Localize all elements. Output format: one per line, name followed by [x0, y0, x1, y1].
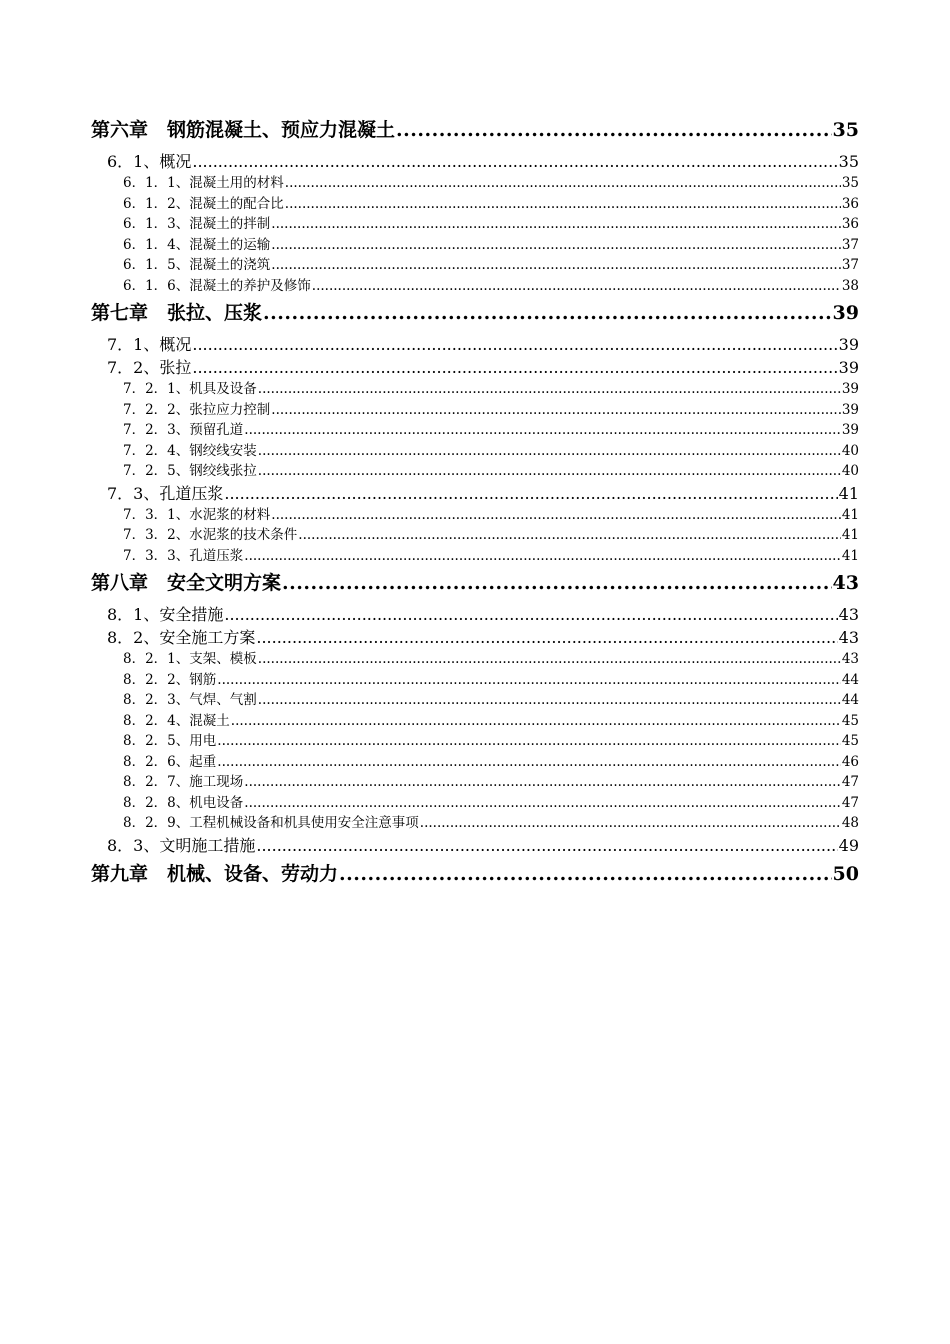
toc-dot-leader [271, 214, 841, 235]
toc-dot-leader [282, 570, 832, 597]
toc-dot-leader [244, 420, 841, 441]
toc-entry-title: 第六章 钢筋混凝土、预应力混凝土 [91, 119, 396, 141]
toc-dot-leader [271, 255, 841, 276]
toc-page-number: 48 [841, 815, 859, 831]
toc-dot-leader [298, 525, 841, 546]
toc-subsection-entry[interactable] [91, 505, 859, 526]
toc-page-number: 43 [838, 605, 859, 624]
toc-page-number: 40 [841, 442, 859, 459]
toc-page-number: 41 [841, 527, 859, 543]
toc-entry-title: 8．2．1、支架、模板 [123, 651, 257, 667]
toc-subsection-entry[interactable] [91, 546, 859, 567]
toc-entry-title: 7．2．2、张拉应力控制 [123, 401, 271, 418]
toc-entry-title: 7．3、孔道压浆 [107, 483, 224, 503]
toc-dot-leader [192, 333, 837, 356]
toc-page-number: 43 [838, 628, 859, 647]
toc-subsection-entry[interactable] [91, 793, 859, 814]
toc-entry-title: 7．3．3、孔道压浆 [123, 547, 244, 564]
toc-page-number: 36 [841, 216, 859, 232]
toc-page-number: 39 [841, 381, 859, 397]
toc-subsection-entry[interactable] [91, 772, 859, 793]
toc-page-number: 43 [832, 572, 859, 594]
toc-page-number: 39 [841, 422, 859, 438]
toc-dot-leader [256, 834, 837, 857]
toc-entry-title: 6．1．1、混凝土用的材料 [123, 175, 284, 191]
toc-section-entry[interactable] [91, 356, 859, 379]
toc-page-number: 41 [841, 547, 859, 564]
toc-dot-leader [339, 861, 832, 888]
toc-page-number: 50 [832, 862, 859, 885]
toc-dot-leader [285, 194, 841, 215]
toc-subsection-entry[interactable] [91, 214, 859, 235]
toc-page-number: 45 [841, 733, 859, 749]
toc-dot-leader [396, 117, 832, 144]
toc-section-entry[interactable] [91, 150, 859, 173]
toc-subsection-entry[interactable] [91, 420, 859, 441]
toc-entry-title: 8．2．9、工程机械设备和机具使用安全注意事项 [123, 815, 419, 831]
toc-subsection-entry[interactable] [91, 400, 859, 421]
toc-page-number: 47 [841, 774, 859, 790]
toc-dot-leader [258, 461, 841, 482]
toc-subsection-entry[interactable] [91, 276, 859, 297]
toc-entry-title: 8．3、文明施工措施 [107, 835, 256, 855]
toc-entry-title: 6．1、概况 [107, 152, 192, 171]
toc-chapter-entry[interactable] [91, 861, 859, 888]
toc-entry-title: 7．2、张拉 [107, 358, 192, 377]
toc-page-number: 39 [841, 401, 859, 418]
toc-page-number: 41 [841, 506, 859, 523]
toc-page-number: 49 [838, 835, 859, 855]
toc-page-number: 37 [841, 236, 859, 253]
toc-section-entry[interactable] [91, 482, 859, 505]
toc-entry-title: 7．1、概况 [107, 335, 192, 354]
toc-page-number: 41 [838, 483, 859, 503]
toc-page-number: 35 [838, 152, 859, 171]
toc-page-number: 44 [841, 671, 859, 688]
toc-page-number: 46 [841, 753, 859, 770]
toc-page-number: 39 [832, 302, 859, 324]
toc-entry-title: 6．1．3、混凝土的拌制 [123, 216, 271, 232]
toc-entry-title: 6．1．5、混凝土的浇筑 [123, 257, 271, 273]
table-of-contents [91, 113, 859, 894]
toc-entry-title: 第八章 安全文明方案 [91, 572, 282, 594]
toc-dot-leader [256, 626, 837, 649]
toc-section-entry[interactable] [91, 626, 859, 649]
toc-page-number: 47 [841, 794, 859, 811]
toc-entry-title: 8．1、安全措施 [107, 605, 224, 624]
toc-dot-leader [217, 670, 841, 691]
toc-entry-title: 8．2．5、用电 [123, 733, 217, 749]
toc-dot-leader [258, 441, 841, 462]
toc-entry-title: 6．1．6、混凝土的养护及修饰 [123, 277, 311, 294]
toc-entry-title: 6．1．2、混凝土的配合比 [123, 195, 284, 212]
toc-entry-title: 8．2．7、施工现场 [123, 774, 244, 790]
toc-entry-title: 8．2．6、起重 [123, 753, 217, 770]
toc-dot-leader [217, 731, 841, 752]
toc-page-number: 35 [841, 175, 859, 191]
toc-section-entry[interactable] [91, 333, 859, 356]
toc-page-number: 39 [838, 335, 859, 354]
toc-subsection-entry[interactable] [91, 649, 859, 670]
toc-page-number: 36 [841, 195, 859, 212]
toc-dot-leader [271, 400, 841, 421]
toc-page-number: 35 [832, 119, 859, 141]
toc-entry-title: 7．3．2、水泥浆的技术条件 [123, 527, 298, 543]
toc-entry-title: 7．2．5、钢绞线张拉 [123, 463, 257, 479]
toc-entry-title: 7．2．1、机具及设备 [123, 381, 257, 397]
toc-dot-leader [244, 793, 841, 814]
toc-chapter-entry[interactable] [91, 570, 859, 597]
toc-subsection-entry[interactable] [91, 461, 859, 482]
toc-page-number: 37 [841, 257, 859, 273]
toc-dot-leader [192, 356, 837, 379]
toc-entry-title: 6．1．4、混凝土的运输 [123, 236, 271, 253]
toc-section-entry[interactable] [91, 603, 859, 626]
toc-chapter-entry[interactable] [91, 117, 859, 144]
toc-entry-title: 8．2．4、混凝土 [123, 712, 230, 729]
toc-dot-leader [224, 603, 837, 626]
toc-subsection-entry[interactable] [91, 379, 859, 400]
toc-dot-leader [420, 813, 841, 834]
toc-subsection-entry[interactable] [91, 235, 859, 256]
toc-subsection-entry[interactable] [91, 813, 859, 834]
toc-subsection-entry[interactable] [91, 194, 859, 215]
toc-page-number: 38 [841, 277, 859, 294]
toc-entry-title: 第九章 机械、设备、劳动力 [91, 862, 339, 885]
toc-subsection-entry[interactable] [91, 173, 859, 194]
toc-entry-title: 8．2．8、机电设备 [123, 794, 244, 811]
toc-subsection-entry[interactable] [91, 690, 859, 711]
toc-subsection-entry[interactable] [91, 670, 859, 691]
toc-page-number: 43 [841, 651, 859, 667]
toc-entry-title: 8．2、安全施工方案 [107, 628, 256, 647]
toc-dot-leader [258, 649, 841, 670]
toc-dot-leader [258, 379, 841, 400]
toc-page-number: 39 [838, 358, 859, 377]
toc-entry-title: 7．2．4、钢绞线安装 [123, 442, 257, 459]
toc-entry-title: 第七章 张拉、压浆 [91, 302, 263, 324]
toc-dot-leader [244, 772, 841, 793]
toc-subsection-entry[interactable] [91, 525, 859, 546]
toc-section-entry[interactable] [91, 834, 859, 857]
toc-dot-leader [263, 300, 832, 327]
toc-entry-title: 7．3．1、水泥浆的材料 [123, 506, 271, 523]
toc-entry-title: 8．2．3、气焊、气割 [123, 692, 257, 708]
toc-dot-leader [271, 235, 841, 256]
toc-dot-leader [244, 546, 841, 567]
toc-dot-leader [312, 276, 841, 297]
toc-dot-leader [224, 482, 837, 505]
toc-dot-leader [285, 173, 841, 194]
toc-page-number: 45 [841, 712, 859, 729]
toc-chapter-entry[interactable] [91, 300, 859, 327]
toc-subsection-entry[interactable] [91, 731, 859, 752]
toc-dot-leader [231, 711, 841, 732]
toc-dot-leader [271, 505, 841, 526]
toc-subsection-entry[interactable] [91, 752, 859, 773]
toc-entry-title: 8．2．2、钢筋 [123, 671, 217, 688]
toc-entry-title: 7．2．3、预留孔道 [123, 422, 244, 438]
toc-subsection-entry[interactable] [91, 441, 859, 462]
toc-dot-leader [192, 150, 837, 173]
toc-page-number: 40 [841, 463, 859, 479]
toc-subsection-entry[interactable] [91, 255, 859, 276]
toc-dot-leader [258, 690, 841, 711]
toc-page-number: 44 [841, 692, 859, 708]
toc-dot-leader [217, 752, 841, 773]
toc-subsection-entry[interactable] [91, 711, 859, 732]
